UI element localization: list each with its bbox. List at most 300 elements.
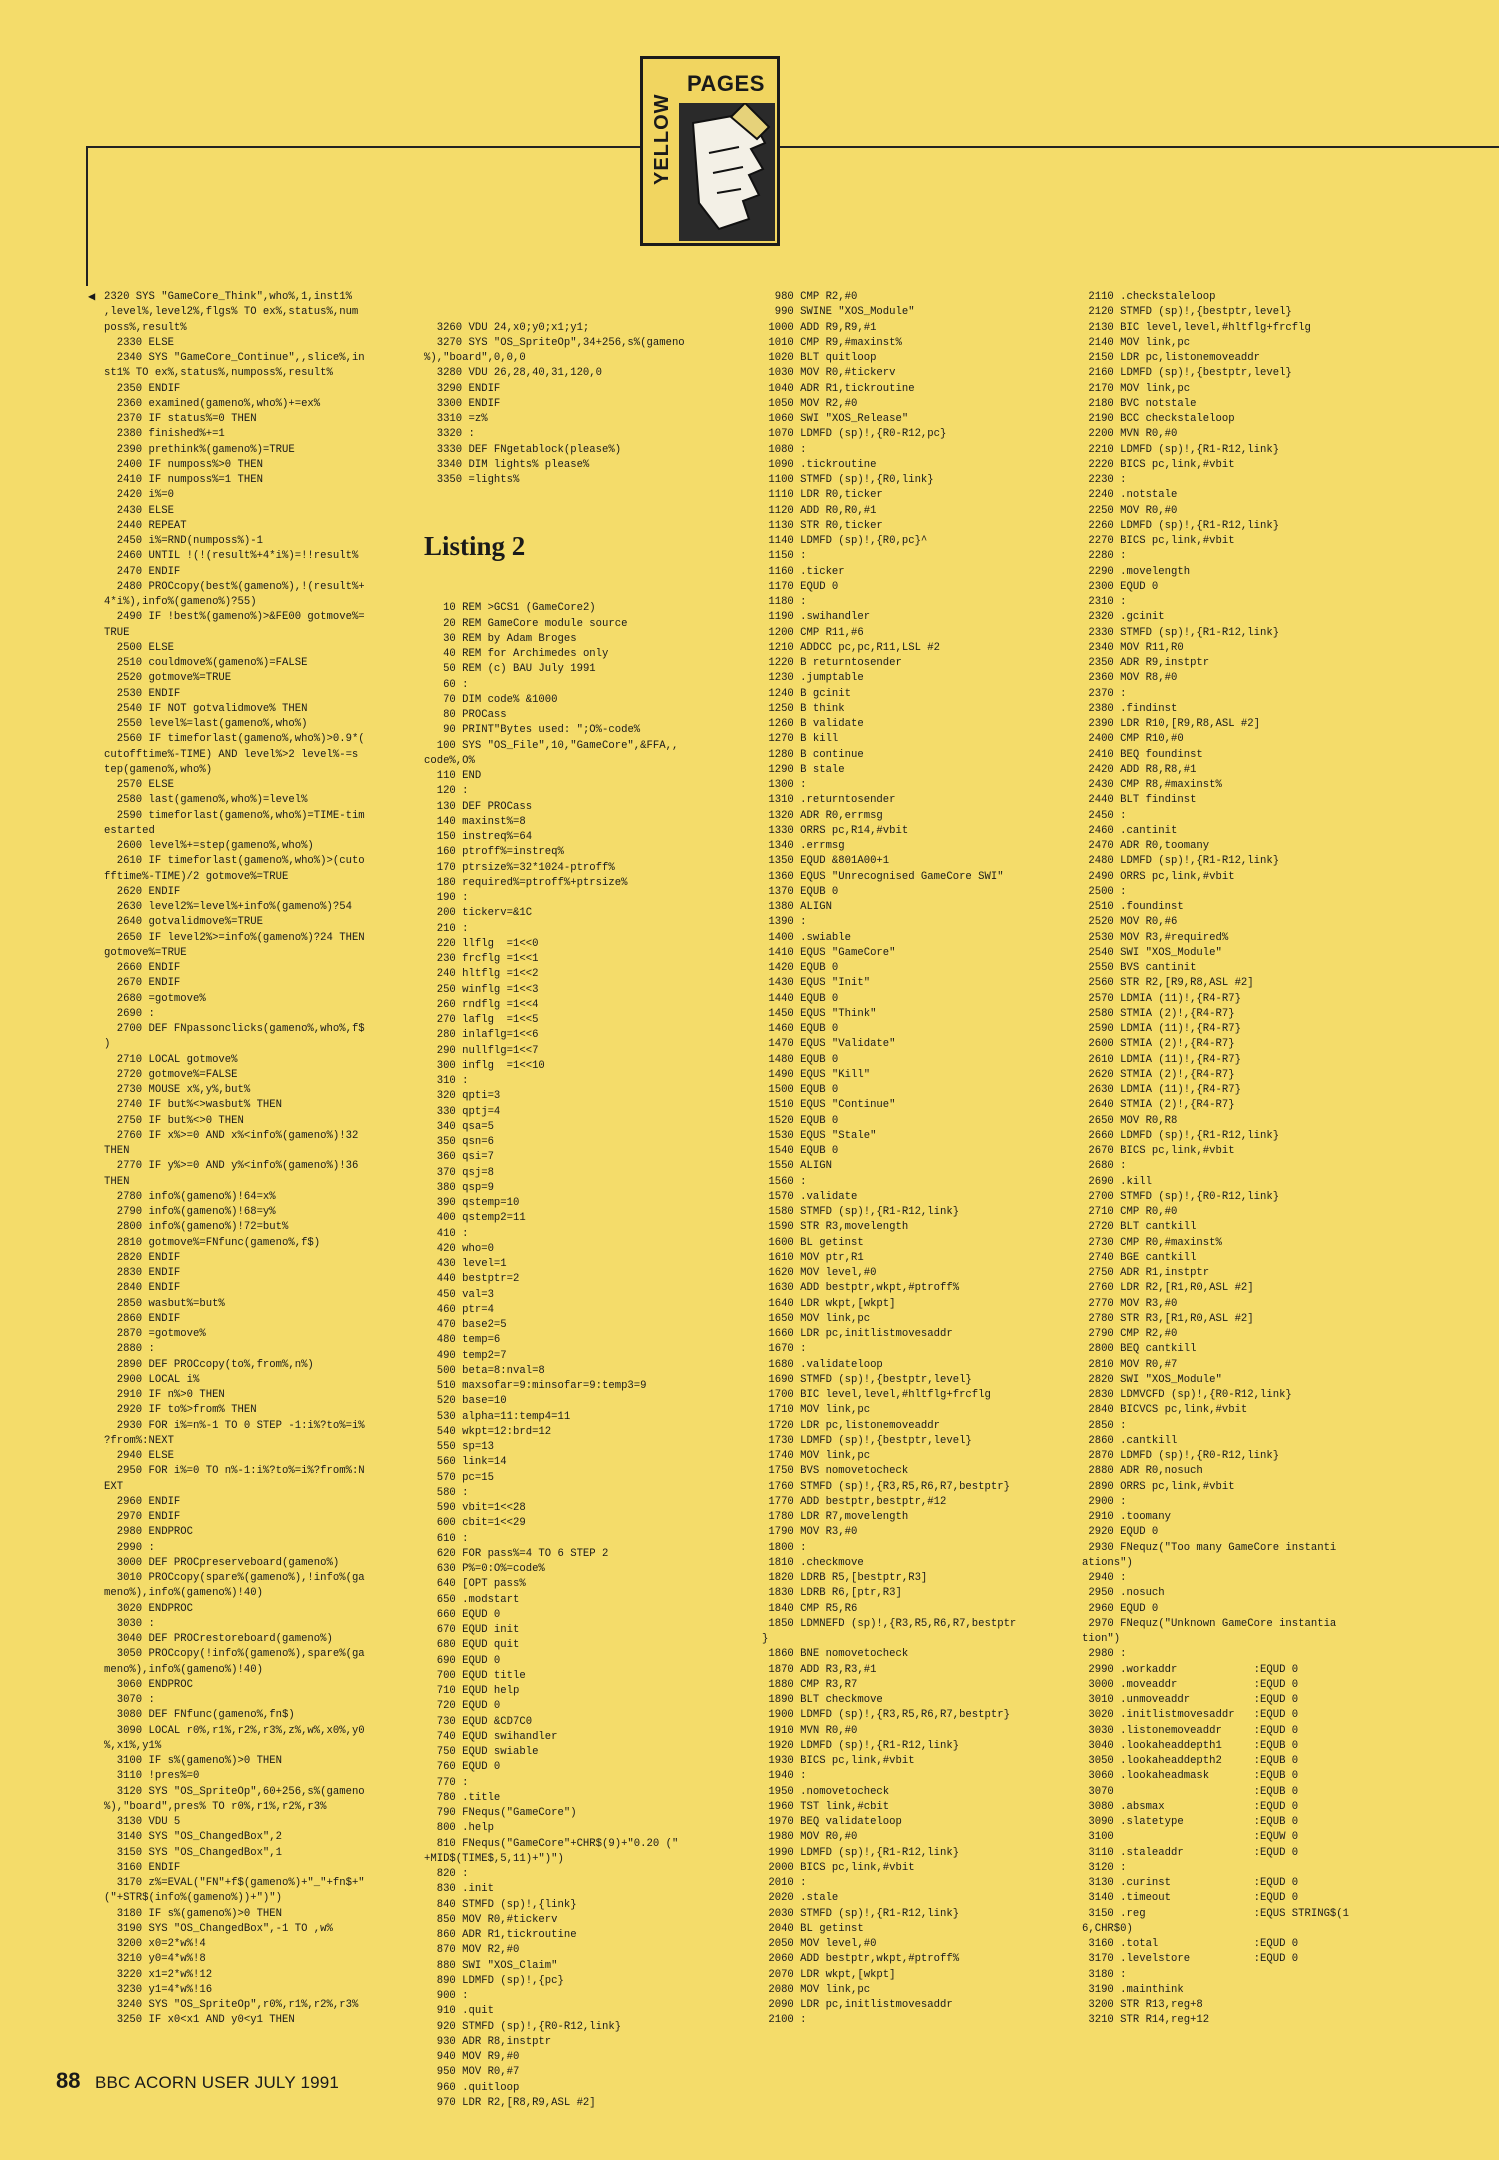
code-line: 160 ptroff%=instreq% — [424, 846, 564, 859]
code-line: 1720 LDR pc,listonemoveaddr — [762, 1419, 941, 1432]
code-line: 450 val=3 — [424, 1288, 494, 1301]
code-line: } — [762, 1633, 769, 1645]
code-line: 2660 ENDIF — [104, 962, 181, 974]
code-line: 2680 =gotmove% — [104, 992, 206, 1005]
code-line: 3090 LOCAL r0%,r1%,r2%,r3%,z%,w%,x0%,y0 — [104, 1724, 365, 1737]
code-line: 1480 EQUB 0 — [762, 1053, 839, 1066]
code-line: 1700 BIC level,level,#hltflg+frcflg — [762, 1389, 991, 1401]
code-line: 3150 SYS "OS_ChangedBox",1 — [104, 1846, 283, 1859]
code-line: 2840 BICVCS pc,link,#vbit — [1082, 1404, 1248, 1417]
code-line: 210 : — [424, 922, 469, 935]
code-line: EXT — [104, 1480, 124, 1493]
code-line: 2680 : — [1082, 1160, 1127, 1173]
code-line: 2670 BICS pc,link,#vbit — [1082, 1145, 1235, 1157]
code-line: 3040 .lookaheaddepth1 :EQUB 0 — [1082, 1739, 1299, 1752]
code-line: 3210 STR R14,reg+12 — [1082, 2014, 1210, 2027]
code-line: 1220 B returntosender — [762, 657, 902, 669]
code-line: 2200 MVN R0,#0 — [1082, 428, 1178, 441]
code-line: 2610 IF timeforlast(gameno%,who%)>(cuto — [104, 855, 365, 868]
code-line: 3130 VDU 5 — [104, 1816, 181, 1828]
code-line: 1830 LDRB R6,[ptr,R3] — [762, 1587, 902, 1600]
code-line: 2760 IF x%>=0 AND x%<info%(gameno%)!32 — [104, 1129, 359, 1142]
code-line: 2880 ADR R0,nosuch — [1082, 1465, 1203, 1478]
code-line: 3290 ENDIF — [424, 382, 501, 395]
code-line: 2580 STMIA (2)!,{R4-R7} — [1082, 1007, 1235, 1020]
code-line: 2620 ENDIF — [104, 885, 181, 898]
code-line: 2520 MOV R0,#6 — [1082, 916, 1178, 929]
code-line: 2700 STMFD (sp)!,{R0-R12,link} — [1082, 1190, 1280, 1203]
code-line: 1000 ADD R9,R9,#1 — [762, 321, 877, 334]
code-line: 1340 .errmsg — [762, 840, 845, 852]
code-line: 2940 ELSE — [104, 1450, 174, 1462]
code-line: tion") — [1082, 1633, 1121, 1645]
code-line: 1640 LDR wkpt,[wkpt] — [762, 1297, 896, 1310]
code-line: 2590 LDMIA (11)!,{R4-R7} — [1082, 1023, 1241, 1035]
code-line: 120 : — [424, 785, 469, 798]
code-line: 50 REM (c) BAU July 1991 — [424, 663, 596, 676]
code-line: 2330 ELSE — [104, 336, 174, 349]
code-line: 1040 ADR R1,tickroutine — [762, 382, 915, 395]
code-line: 1430 EQUS "Init" — [762, 977, 871, 990]
code-line: 1280 B continue — [762, 748, 864, 761]
code-line: ,level%,level2%,flgs% TO ex%,status%,num — [104, 306, 359, 319]
code-line: 1940 : — [762, 1770, 807, 1783]
code-line: 2810 gotmove%=FNfunc(gameno%,f$) — [104, 1236, 321, 1249]
code-line: cutofftime%-TIME) AND level%>2 level%-=s — [104, 748, 359, 761]
code-line: 1960 TST link,#cbit — [762, 1800, 890, 1813]
code-line: ?from%:NEXT — [104, 1434, 174, 1447]
code-line: 1460 EQUB 0 — [762, 1023, 839, 1035]
code-line: 2820 ENDIF — [104, 1251, 181, 1264]
code-line: 2470 ENDIF — [104, 565, 181, 578]
code-line: 3030 : — [104, 1617, 155, 1630]
code-line: 1320 ADR R0,errmsg — [762, 809, 883, 822]
code-line: 1230 .jumptable — [762, 672, 864, 685]
code-line: 2220 BICS pc,link,#vbit — [1082, 458, 1235, 471]
code-line: 1980 MOV R0,#0 — [762, 1831, 858, 1844]
code-line: 2740 IF but%<>wasbut% THEN — [104, 1099, 283, 1112]
code-line: 2540 SWI "XOS_Module" — [1082, 946, 1222, 959]
code-line: 1920 LDMFD (sp)!,{R1-R12,link} — [762, 1739, 960, 1752]
code-line: 1410 EQUS "GameCore" — [762, 946, 896, 959]
code-line: 2750 IF but%<>0 THEN — [104, 1114, 244, 1127]
code-line: 810 FNequs("GameCore"+CHR$(9)+"0.20 (" — [424, 1837, 679, 1850]
code-line: 910 .quit — [424, 2005, 494, 2018]
code-line: 790 FNequs("GameCore") — [424, 1807, 577, 1819]
code-column-4 — [1082, 290, 1427, 2029]
code-line: 1800 : — [762, 1541, 807, 1554]
code-line: 2590 timeforlast(gameno%,who%)=TIME-tim — [104, 809, 365, 822]
code-line: 2030 STMFD (sp)!,{R1-R12,link} — [762, 1907, 960, 1920]
code-line: st1% TO ex%,status%,numposs%,result% — [104, 367, 333, 380]
code-line: 3180 IF s%(gameno%)>0 THEN — [104, 1907, 283, 1920]
hand-icon — [679, 103, 775, 241]
code-line: 1170 EQUD 0 — [762, 580, 839, 593]
code-line: 3320 : — [424, 428, 475, 441]
code-line: 3000 DEF PROCpreserveboard(gameno%) — [104, 1556, 340, 1569]
code-line: 3020 ENDPROC — [104, 1602, 194, 1615]
code-line: 1350 EQUD &801A00+1 — [762, 855, 890, 868]
code-line: 2360 examined(gameno%,who%)+=ex% — [104, 397, 321, 410]
code-line: 3110 !pres%=0 — [104, 1770, 200, 1783]
code-line: 1970 BEQ validateloop — [762, 1816, 902, 1828]
page-footer — [56, 2068, 339, 2094]
code-line: meno%),info%(gameno%)!40) — [104, 1663, 263, 1676]
code-line: %),"board",0,0,0 — [424, 352, 526, 364]
code-line: 1190 .swihandler — [762, 611, 871, 624]
code-line: 2960 ENDIF — [104, 1495, 181, 1508]
code-line: 1840 CMP R5,R6 — [762, 1602, 858, 1615]
code-line: 2180 BVC notstale — [1082, 397, 1197, 410]
code-line: 40 REM for Archimedes only — [424, 648, 609, 660]
code-line: 140 maxinst%=8 — [424, 815, 526, 828]
code-line: 2440 REPEAT — [104, 519, 187, 532]
code-line: 2890 DEF PROCcopy(to%,from%,n%) — [104, 1358, 314, 1371]
code-line: 2570 LDMIA (11)!,{R4-R7} — [1082, 992, 1241, 1005]
code-line: 1080 : — [762, 443, 807, 456]
code-line: 2090 LDR pc,initlistmovesaddr — [762, 1999, 953, 2011]
code-line: 270 laflg =1<<5 — [424, 1014, 539, 1026]
code-line: 3270 SYS "OS_SpriteOp",34+256,s%(gameno — [424, 336, 685, 349]
code-line: 1520 EQUB 0 — [762, 1114, 839, 1127]
code-line: 3140 SYS "OS_ChangedBox",2 — [104, 1831, 283, 1844]
code-line: 730 EQUD &CD7C0 — [424, 1715, 533, 1728]
code-line: 2960 EQUD 0 — [1082, 1602, 1159, 1615]
code-line: 390 qstemp=10 — [424, 1197, 520, 1209]
code-line: THEN — [104, 1145, 130, 1157]
code-line: 2930 FNequz("Too many GameCore instanti — [1082, 1541, 1337, 1554]
code-line: 2370 IF status%=0 THEN — [104, 413, 257, 425]
code-line: 260 rndflg =1<<4 — [424, 998, 539, 1011]
code-line: 400 qstemp2=11 — [424, 1212, 526, 1225]
code-line: 2880 : — [104, 1343, 155, 1356]
code-line: 360 qsi=7 — [424, 1151, 494, 1164]
code-line: 2930 FOR i%=n%-1 TO 0 STEP -1:i%?to%=i% — [104, 1419, 365, 1432]
code-line: 2260 LDMFD (sp)!,{R1-R12,link} — [1082, 519, 1280, 532]
code-line: 2720 gotmove%=FALSE — [104, 1068, 238, 1081]
code-line: 110 END — [424, 770, 482, 782]
code-line: 2010 : — [762, 1877, 807, 1889]
code-line: 170 ptrsize%=32*1024-ptroff% — [424, 861, 615, 874]
code-line: 3120 : — [1082, 1861, 1127, 1874]
code-line: 150 instreq%=64 — [424, 831, 533, 843]
code-line: 740 EQUD swihandler — [424, 1730, 558, 1743]
code-line: 2650 IF level2%>=info%(gameno%)?24 THEN — [104, 931, 365, 944]
code-line: 2920 IF to%>from% THEN — [104, 1404, 257, 1417]
code-line: 1890 BLT checkmove — [762, 1694, 883, 1706]
code-line: 3150 .reg :EQUS STRING$(1 — [1082, 1907, 1350, 1920]
code-line: 870 MOV R2,#0 — [424, 1944, 520, 1957]
yellow-pages-badge — [640, 56, 780, 246]
code-line: 1090 .tickroutine — [762, 458, 877, 471]
code-line: 2210 LDMFD (sp)!,{R1-R12,link} — [1082, 443, 1280, 456]
code-line: 720 EQUD 0 — [424, 1700, 501, 1713]
code-line: 680 EQUD quit — [424, 1639, 520, 1652]
code-line: 2490 IF !best%(gameno%)>&FE00 gotmove%= — [104, 611, 365, 624]
code-line: 2350 ADR R9,instptr — [1082, 657, 1210, 669]
code-line: 130 DEF PROCass — [424, 800, 533, 813]
code-line: 1770 ADD bestptr,bestptr,#12 — [762, 1495, 947, 1508]
code-line: 920 STMFD (sp)!,{R0-R12,link} — [424, 2020, 622, 2033]
code-line: code%,O% — [424, 754, 475, 767]
code-line: 440 bestptr=2 — [424, 1273, 520, 1286]
code-line: 2800 info%(gameno%)!72=but% — [104, 1221, 289, 1234]
code-line: 930 ADR R8,instptr — [424, 2035, 552, 2048]
code-line: 2620 STMIA (2)!,{R4-R7} — [1082, 1068, 1235, 1081]
code-line: 1470 EQUS "Validate" — [762, 1038, 896, 1051]
code-line: 2770 MOV R3,#0 — [1082, 1297, 1178, 1310]
code-line: 2640 STMIA (2)!,{R4-R7} — [1082, 1099, 1235, 1112]
badge-pages-text: PAGES — [687, 71, 765, 96]
code-line: 1250 B think — [762, 702, 845, 715]
code-line: 2600 STMIA (2)!,{R4-R7} — [1082, 1038, 1235, 1051]
code-line: 770 : — [424, 1776, 469, 1789]
code-line: 2890 ORRS pc,link,#vbit — [1082, 1480, 1235, 1493]
code-line: 60 : — [424, 678, 469, 691]
code-line: 1030 MOV R0,#tickerv — [762, 367, 896, 380]
code-line: 650 .modstart — [424, 1593, 520, 1606]
code-line: 3260 VDU 24,x0;y0;x1;y1; — [424, 321, 590, 334]
code-line: 2370 : — [1082, 687, 1127, 700]
code-line: 3050 .lookaheaddepth2 :EQUB 0 — [1082, 1755, 1299, 1767]
code-line: 2850 : — [1082, 1419, 1127, 1432]
code-line: 2400 CMP R10,#0 — [1082, 733, 1184, 746]
code-line: 3100 IF s%(gameno%)>0 THEN — [104, 1755, 283, 1767]
code-line: 230 frcflg =1<<1 — [424, 953, 539, 965]
code-line: 1180 : — [762, 596, 807, 608]
code-line: 2300 EQUD 0 — [1082, 580, 1159, 593]
code-line: 240 hltflg =1<<2 — [424, 968, 539, 981]
code-line: 2480 LDMFD (sp)!,{R1-R12,link} — [1082, 855, 1280, 868]
code-line: 560 link=14 — [424, 1456, 507, 1469]
code-line: 1690 STMFD (sp)!,{bestptr,level} — [762, 1373, 972, 1386]
code-line: 430 level=1 — [424, 1258, 507, 1270]
code-column-3 — [762, 290, 1107, 2029]
code-line: 1360 EQUS "Unrecognised GameCore SWI" — [762, 870, 1004, 883]
code-line: 2690 : — [104, 1007, 155, 1020]
code-line: 2350 ENDIF — [104, 382, 181, 395]
code-line: gotmove%=TRUE — [104, 946, 187, 959]
code-line: 2600 level%+=step(gameno%,who%) — [104, 840, 314, 852]
code-line: 2270 BICS pc,link,#vbit — [1082, 535, 1235, 547]
code-line: 850 MOV R0,#tickerv — [424, 1913, 558, 1926]
code-line: 1060 SWI "XOS_Release" — [762, 413, 909, 425]
code-line: 280 inlaflg=1<<6 — [424, 1029, 539, 1042]
code-line: 1710 MOV link,pc — [762, 1404, 871, 1417]
code-line: 690 EQUD 0 — [424, 1654, 501, 1667]
code-line: 460 ptr=4 — [424, 1303, 494, 1316]
code-line: 1660 LDR pc,initlistmovesaddr — [762, 1328, 953, 1340]
code-line: 3040 DEF PROCrestoreboard(gameno%) — [104, 1633, 333, 1645]
code-line: 3210 y0=4*w%!8 — [104, 1953, 206, 1966]
code-line: 2830 ENDIF — [104, 1267, 181, 1279]
code-line: 830 .init — [424, 1883, 494, 1896]
code-line: 2450 : — [1082, 809, 1127, 822]
code-line: 2550 BVS cantinit — [1082, 962, 1197, 974]
code-line: 2140 MOV link,pc — [1082, 336, 1191, 349]
code-line: 1390 : — [762, 916, 807, 929]
code-line: 2990 : — [104, 1541, 155, 1554]
code-line: 500 beta=8:nval=8 — [424, 1364, 545, 1377]
code-line: 2550 level%=last(gameno%,who%) — [104, 718, 308, 730]
code-line: 2710 LOCAL gotmove% — [104, 1053, 238, 1066]
code-line: 2020 .stale — [762, 1892, 839, 1905]
code-line: 2760 LDR R2,[R1,R0,ASL #2] — [1082, 1282, 1254, 1295]
code-line: 100 SYS "OS_File",10,"GameCore",&FFA,, — [424, 739, 679, 752]
code-line: 3330 DEF FNgetablock(please%) — [424, 443, 622, 456]
code-line: 3190 SYS "OS_ChangedBox",-1 TO ,w% — [104, 1922, 333, 1935]
code-line: 1900 LDMFD (sp)!,{R3,R5,R6,R7,bestptr} — [762, 1709, 1010, 1722]
code-line: 2330 STMFD (sp)!,{R1-R12,link} — [1082, 626, 1280, 639]
code-line: 180 required%=ptroff%+ptrsize% — [424, 876, 628, 889]
code-line: 2990 .workaddr :EQUD 0 — [1082, 1663, 1299, 1676]
code-line: 2970 ENDIF — [104, 1511, 181, 1523]
code-line: 1300 : — [762, 779, 807, 791]
code-column-2 — [424, 290, 769, 2126]
code-line: 2150 LDR pc,listonemoveaddr — [1082, 352, 1261, 364]
code-line: tep(gameno%,who%) — [104, 763, 213, 776]
code-line: 1440 EQUB 0 — [762, 992, 839, 1005]
code-line: 2120 STMFD (sp)!,{bestptr,level} — [1082, 306, 1292, 319]
code-line: 2060 ADD bestptr,wkpt,#ptroff% — [762, 1953, 960, 1966]
code-line: ations") — [1082, 1556, 1133, 1569]
code-line: 2640 gotvalidmove%=TRUE — [104, 916, 263, 929]
code-line: 2290 .movelength — [1082, 565, 1191, 578]
code-line: 30 REM by Adam Broges — [424, 632, 577, 645]
code-line: 1420 EQUB 0 — [762, 962, 839, 974]
code-line: 2730 CMP R0,#maxinst% — [1082, 1236, 1222, 1249]
code-line: 990 SWINE "XOS_Module" — [762, 306, 915, 319]
code-line: 2540 IF NOT gotvalidmove% THEN — [104, 702, 308, 715]
listing-2-start — [424, 601, 769, 2111]
code-line: 1650 MOV link,pc — [762, 1312, 871, 1325]
code-line: 1670 : — [762, 1343, 807, 1356]
continuation-arrow-icon: ◀ — [88, 290, 96, 304]
code-line: 1810 .checkmove — [762, 1556, 864, 1569]
code-line: 3100 :EQUW 0 — [1082, 1831, 1299, 1844]
code-line: 1200 CMP R11,#6 — [762, 626, 864, 639]
code-line: 80 PROCass — [424, 709, 507, 721]
code-line: 2130 BIC level,level,#hltflg+frcflg — [1082, 321, 1311, 334]
code-line: 2850 wasbut%=but% — [104, 1297, 225, 1310]
code-line: 610 : — [424, 1532, 469, 1545]
code-line: 2040 BL getinst — [762, 1922, 864, 1935]
code-line: 90 PRINT"Bytes used: ";O%-code% — [424, 724, 641, 737]
code-line: 3300 ENDIF — [424, 397, 501, 410]
code-line: 290 nullflg=1<<7 — [424, 1044, 539, 1057]
code-line: 1930 BICS pc,link,#vbit — [762, 1755, 915, 1767]
code-line: 980 CMP R2,#0 — [762, 291, 858, 303]
code-line: 1780 LDR R7,movelength — [762, 1511, 909, 1523]
code-line: 3340 DIM lights% please% — [424, 458, 590, 471]
code-line: 2410 BEQ foundinst — [1082, 748, 1203, 761]
code-line: 2420 ADD R8,R8,#1 — [1082, 763, 1197, 776]
code-line: 70 DIM code% &1000 — [424, 693, 558, 706]
code-line: 1820 LDRB R5,[bestptr,R3] — [762, 1572, 928, 1584]
code-line: 2440 BLT findinst — [1082, 794, 1197, 807]
code-line: 2920 EQUD 0 — [1082, 1526, 1159, 1539]
code-line: 470 base2=5 — [424, 1319, 507, 1331]
code-line: 2950 .nosuch — [1082, 1587, 1165, 1600]
code-line: 3250 IF x0<x1 AND y0<y1 THEN — [104, 2014, 295, 2027]
code-line: 1550 ALIGN — [762, 1160, 832, 1173]
code-line: 2000 BICS pc,link,#vbit — [762, 1861, 915, 1874]
code-line: 2230 : — [1082, 474, 1127, 486]
code-line: 2870 =gotmove% — [104, 1328, 206, 1340]
code-line: 2980 ENDPROC — [104, 1526, 194, 1539]
code-line: 3060 ENDPROC — [104, 1678, 194, 1691]
code-line: 2570 ELSE — [104, 779, 174, 791]
code-line: 2690 .kill — [1082, 1175, 1152, 1188]
code-line: 6,CHR$0) — [1082, 1922, 1133, 1935]
code-line: 2450 i%=RND(numposs%)-1 — [104, 535, 263, 547]
code-line: 2380 finished%+=1 — [104, 428, 225, 441]
code-line: 2900 : — [1082, 1495, 1127, 1508]
code-line: 780 .title — [424, 1791, 501, 1804]
code-line: 600 cbit=1<<29 — [424, 1517, 526, 1530]
code-line: 2410 IF numposs%=1 THEN — [104, 474, 263, 486]
code-line: 2780 info%(gameno%)!64=x% — [104, 1190, 276, 1203]
code-line: 2100 : — [762, 2014, 807, 2027]
code-line: 510 maxsofar=9:minsofar=9:temp3=9 — [424, 1380, 647, 1392]
code-line: 2780 STR R3,[R1,R0,ASL #2] — [1082, 1312, 1254, 1325]
code-line: 1330 ORRS pc,R14,#vbit — [762, 824, 909, 837]
code-line: 2950 FOR i%=0 TO n%-1:i%?to%=i%?from%:N — [104, 1465, 365, 1478]
code-line: 800 .help — [424, 1822, 494, 1835]
code-line: 2380 .findinst — [1082, 702, 1178, 715]
code-line: meno%),info%(gameno%)!40) — [104, 1587, 263, 1600]
code-line: TRUE — [104, 626, 130, 639]
code-line: 2050 MOV level,#0 — [762, 1938, 877, 1950]
code-line: 1020 BLT quitloop — [762, 352, 877, 364]
code-line: 2860 ENDIF — [104, 1312, 181, 1325]
code-line: 900 : — [424, 1990, 469, 2002]
code-line: 1730 LDMFD (sp)!,{bestptr,level} — [762, 1434, 972, 1447]
code-line: 1450 EQUS "Think" — [762, 1007, 877, 1020]
code-line: 10 REM >GCS1 (GameCore2) — [424, 602, 596, 615]
code-line: 370 qsj=8 — [424, 1166, 494, 1179]
code-line: 2080 MOV link,pc — [762, 1983, 871, 1996]
code-line: 3200 STR R13,reg+8 — [1082, 1999, 1203, 2011]
code-line: 1600 BL getinst — [762, 1236, 864, 1249]
code-line: 2520 gotmove%=TRUE — [104, 672, 232, 685]
code-line: 590 vbit=1<<28 — [424, 1502, 526, 1514]
code-line: 1160 .ticker — [762, 565, 845, 578]
code-line: 3190 .mainthink — [1082, 1983, 1184, 1996]
code-line: 3280 VDU 26,28,40,31,120,0 — [424, 367, 603, 380]
code-line: 2390 prethink%(gameno%)=TRUE — [104, 443, 295, 456]
code-line: 3050 PROCcopy(!info%(gameno%),spare%(ga — [104, 1648, 365, 1661]
code-line: 520 base=10 — [424, 1395, 507, 1408]
code-line: 1490 EQUS "Kill" — [762, 1068, 871, 1081]
code-line: fftime%-TIME)/2 gotmove%=TRUE — [104, 870, 289, 883]
code-line: 3310 =z% — [424, 413, 488, 425]
code-line: 2580 last(gameno%,who%)=level% — [104, 794, 308, 807]
code-line: 1790 MOV R3,#0 — [762, 1526, 858, 1539]
code-line: 2830 LDMVCFD (sp)!,{R0-R12,link} — [1082, 1389, 1292, 1401]
code-line: 1260 B validate — [762, 718, 864, 730]
code-line: 2560 IF timeforlast(gameno%,who%)>0.9*( — [104, 733, 365, 746]
code-line: 1270 B kill — [762, 733, 839, 746]
page-number: 88 — [56, 2068, 81, 2093]
code-line: 380 qsp=9 — [424, 1181, 494, 1194]
code-line: +MID$(TIME$,5,11)+")") — [424, 1852, 564, 1865]
code-line: 2660 LDMFD (sp)!,{R1-R12,link} — [1082, 1129, 1280, 1142]
code-line: 2320 .gcinit — [1082, 611, 1165, 624]
code-line: 3010 PROCcopy(spare%(gameno%),!info%(ga — [104, 1572, 365, 1584]
code-line: 3070 : — [104, 1694, 155, 1706]
code-line: 4*i%),info%(gameno%)?55) — [104, 596, 257, 608]
